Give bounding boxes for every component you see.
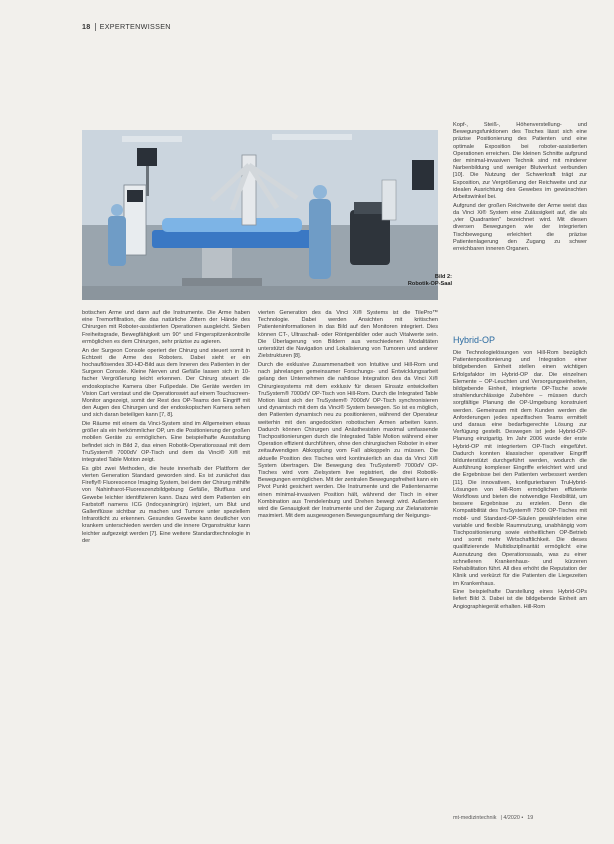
header-divider [95, 23, 96, 31]
publication-name: mt-medizintechnik [453, 815, 497, 821]
paragraph: Kopf-, Steiß-, Höhenverstellung- und Bewegungsfunktionen des Tisches lässt sich eine präzise Positionierung des Patienten und eine optimale Exposition bei roboter-assistierten Operationen erreichen. Die kleinen Schnitte aufgrund der minimal-invasiven Technik sind mit minderer Narbenbildung und weniger Blutverlust verbunden [10]. Die Nutzung der Schwerkraft trägt zur Exposition, zur Vergrößerung der Reichweite und zur idealen Ausrichtung des Gewebes im gewünschten Arbeitswinkel bei. [453, 122, 587, 201]
page-footer [453, 815, 533, 821]
paragraph: botischen Arme und dann auf die Instrumente. Die Arme haben eine Tremorfiltration, die das natürliche Zittern der Hände des Chirurgen mit Roboter-assistierten Operationen ausgleicht. Sieben Freiheitsgrade, Bewegfähigkeit um 90° und Fingerspitzenkontrolle ermöglichen es dem Chirurgen, sehr präzise zu agieren. [82, 310, 250, 345]
section-heading: Hybrid-OP [453, 335, 496, 345]
paragraph: Durch die exklusive Zusammenarbeit von Intuitive und Hill-Rom und nach jahrelangen gemeinsamer Forschungs- und Entwicklungsarbeit gelang den Unternehmen die nahtlose Integration des da Vinci Xi® Chirurgiesystems mit dem exklusiv für diesen Einsatz entwickelten TruSystem® 7000dV OP-Tisch von Hill-Rom. Durch die Integrated Table Motion lässt sich der TruSystem® 7000dV OP-Tisch synchronisieren und dynamisch mit dem da Vinci® System bewegen. So ist es möglich, den Patienten dynamisch neu zu positionieren, während der Operateur weiterhin mit den angedockten robotischen Armen arbeiten kann. Dadurch können Chirurgen und Anästhesisten maximal umfassende Tischpositionierungen durch die Integrated Table Motion während einer Operation effizient durchführen, ohne den chirurgischen Roboter in einer zeitaufwendigen Abkopplung vom Fall abkoppeln zu müssen. Die aktuelle Position des Tisches wird kontinuierlich an das da Vinci Xi® System übertragen. Die Bewegung des TruSystem® 7000dV OP-Tisches wird vom Zielsystem live registriert, die drei Robotik-Bewegungen ermöglichen. Mit der zentralen Bewegungsfreiheit kann ein Pivot Punkt gesichert werden. Die Instrumente und die Patientenarme einen minimal-invasiven Position hält, während der Tisch in einer Kombination aus Trendelenburg und Drehen bewegt wird. Außerdem wird die Genauigkeit der Instrumente und der Zugang zur Zielanatomie maximiert. Mit dem ausgewogenen Bewegungsumfang der Neigungs- [258, 361, 438, 520]
text-column-1 [82, 310, 250, 547]
text-column-3-bottom [453, 350, 587, 612]
section-title: EXPERTENWISSEN [99, 22, 171, 31]
paragraph: Es gibt zwei Methoden, die heute innerhalb der Plattform der vierten Generation Standard geworden sind. Es ist zunächst das Firefly® Fluorescence Imaging System, bei dem der Chirurg mithilfe von Nahinfrarot-Fluoreszenzbildgebung Gefäße, Blutfluss und Gewebe leichter identifizieren kann. Dazu wird dem Patienten ein Farbstoff namens ICG (Indocyaningrün) injiziert, um Blut und Gallenflüsse sichtbar zu machen und Tumore unter speziellem Infrarotlicht zu erkennen. Gesundes Gewebe kann deutlicher von krankem unterschieden werden und die innere Organstruktur kann leichter aufgezeigt werden [7]. Eine weitere Standardtechnologie in der [82, 465, 250, 544]
caption-label: Bild 2: [434, 274, 452, 280]
caption-text: Robotik-OP-Saal [407, 281, 452, 287]
text-column-3-top [453, 122, 587, 255]
page-number: 18 [82, 22, 91, 31]
footer-page-number: 19 [527, 815, 534, 821]
issue-label: | 4/2020 • [500, 815, 524, 821]
paragraph: vierten Generation des da Vinci Xi® Systems ist die TilePro™ Technologie. Dabei werden Ansichten mit kritischen Patienteninformationen in das Bild auf den Monitoren integriert. Dies können CT-, Ultraschall- oder Röntgenbilder oder auch Vitalwerte sein. Die Überlagerung von Bildern aus verschiedenen Modalitäten unterstützt die Navigation und Lokalisierung von Tumoren und anderer Zielstrukturen [8]. [258, 310, 438, 360]
page-header [82, 22, 171, 31]
robotic-or-illustration [82, 130, 438, 300]
paragraph: An der Surgeon Console operiert der Chirurg und steuert somit in Echtzeit die Arme des Roboters. Dabei sieht er ein hochauflösendes 3D-HD-Bild aus dem Inneren des Patienten in der Surgeon Console. Kleine Nerven und Gefäße lassen sich in 10-facher Vergrößerung leicht erkennen. Der Chirurg steuert die endoskopische Kamera über Fußpedale. Die Geräte werden im Vision Cart verstaut und die Operationswirt auf einem Touchscreen-Monitor angezeigt, somit der Rest des OP-Teams den Eingriff mit den Augen des Chirurgen und der endoskopischen Kamera sehen und sich daran beteiligen kann [7, 8]. [82, 347, 250, 419]
paragraph: Die Technologielösungen von Hill-Rom bezüglich Patientenpositionierung und Integration einer bildgebenden Einheit stellen einen wichtigen Erfolgsfaktor im Hybrid-OP dar. Die einzelnen Elemente – OP-Leuchten und Versorgungseinheiten, bildgebende Einheit, integrierte OP-Tische sowie strahlendurchlässige Zubehöre – müssen durch sorgfältige Planung die OP-Umgebung konstruiert werden. Gemeinsam mit dem Kunden werden die Anforderungen jedes spezifischen Teams ermittelt und daraus eine bedarfsgerechte Lösung zur Verfügung gestellt. Deswegen ist jede Hybrid-OP-Planung einzigartig. Im Jahr 2006 wurde der erste Hybrid-OP mit integriertem OP-Tisch eingeführt. Dadurch konnten klassischer operativer Eingriff bildunterstützt durchgeführt werden, wodurch die Ausführung komplexer Eingriffe erleichtert wird und die Ergebnisse bei den Patienten verbessert werden [11]. Die innovativen, konfigurierbaren TruHybrid-Lösungen von Hill-Rom ermöglichen effiziente Workflows und bieten die notwendige Flexibilität, um bessere Ergebnisse zu erzielen. Denn die Kompatibilität des TruSystem® 7500 OP-Tisches mit mobil- und Standard-OP-Säulen gewährleisten eine variable und flexible Raumnutzung, unabhängig vom Tischpositionierung sowie einheitlichen OP-Betrieb und somit mehr Wirtschaftlichkeit. Die dieses qualifizierende Multidisziplinarität ermöglicht eine Ausnutzung des Operationssaals, was zu einer schnelleren Krankenhaus- und kürzeren Rehabilitation führt. All dies erhöht die Reputation der Klinik und verkürzt für die Patienten die Liegezeiten im Krankenhaus. [453, 350, 587, 587]
paragraph: Aufgrund der großen Reichweite der Arme weist das da Vinci Xi® System eine Zulässigkeit auf, die als „vier Quadranten“ bezeichnet wird. Mit diesen diversen Bewegungen wie der integrierten Tischbewegung erleichtert die präzise Patientenlagerung den Zugang zu schwer erreichbaren inneren Organen. [453, 202, 587, 252]
or-photo [82, 130, 438, 300]
paragraph: Die Räume mit einem da Vinci-System sind im Allgemeinen etwas größer als ein herkömmlicher OP, um die Positionierung der großen mobilen Geräte zu ermöglichen. Eine beispielhafte Ausstattung befindet sich in Bild 2, das einen Robotik-Operationssaal mit dem TruSystem® 7000dV OP-Tisch und dem da Vinci® Xi® mit integrated Table Motion zeigt. [82, 421, 250, 464]
text-column-2 [258, 310, 438, 522]
paragraph: Eine beispielhafte Darstellung eines Hybrid-OPs liefert Bild 3. Dabei ist die bildgebende Einheit am Angiographiegerät erhalten. Hill-Rom [453, 589, 587, 610]
figure-caption [402, 274, 452, 288]
